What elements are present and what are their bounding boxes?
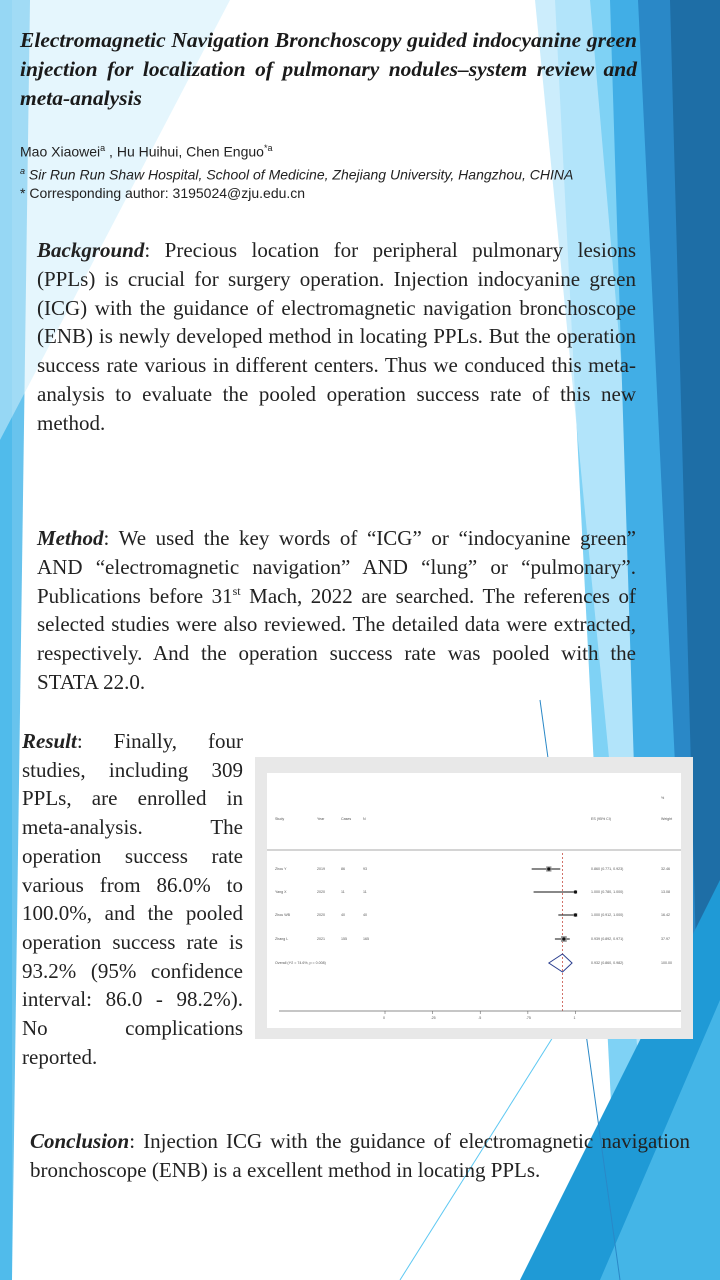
study-ci-text: 1.000 (0.780, 1.000) (591, 890, 624, 894)
header-year: Year (317, 817, 325, 821)
header-weight-percent: % (661, 796, 665, 800)
header-n: N (363, 817, 366, 821)
author-name: Mao Xiaowei (20, 143, 101, 160)
result-heading: Result (22, 729, 77, 753)
study-ci-text: 0.939 (0.892, 0.971) (591, 937, 624, 941)
study-weight: 13.08 (661, 890, 670, 894)
method-text: : We used the key words of “ICG” or “indocyanine green” AND “electromagnetic navigation” AND “lung” or “pulmonary”. Publications before 31 (37, 526, 636, 608)
study-label: Yang X (275, 890, 287, 894)
conclusion-text: : Injection ICG with the guidance of electromagnetic navigation bronchoscope (ENB) is a excellent method in locating PPLs. (30, 1129, 690, 1182)
background-heading: Background (37, 238, 145, 262)
study-point (562, 937, 565, 940)
overall-weight: 100.00 (661, 961, 672, 965)
header-weight: Weight (661, 817, 673, 821)
study-n: 93 (363, 867, 367, 871)
author-name: , Hu Huihui, Chen Enguo (105, 143, 264, 160)
study-label: Zhou WB (275, 913, 290, 917)
header-study: Study (275, 817, 285, 821)
study-ci-text: 1.000 (0.912, 1.000) (591, 913, 624, 917)
method-heading: Method (37, 526, 104, 550)
x-tick-label: 1 (573, 1016, 576, 1020)
forest-plot (267, 773, 681, 1028)
study-point (574, 890, 577, 893)
study-weight: 37.97 (661, 937, 670, 941)
x-tick-label: .75 (525, 1016, 531, 1020)
study-cases: 40 (341, 913, 345, 917)
author-block (20, 139, 660, 203)
study-cases: 155 (341, 937, 347, 941)
header-cases: Cases (341, 817, 352, 821)
author-names: Mao Xiaowei$^a$ , Hu Huihui, Chen Enguo$^{*a}$ (20, 143, 273, 160)
x-tick-label: .5 (478, 1016, 482, 1020)
study-weight: 32.46 (661, 867, 670, 871)
study-year: 2019 (317, 867, 325, 871)
study-year: 2020 (317, 890, 325, 894)
study-point (574, 913, 577, 916)
overall-label: Overall (I^2 = 74.6%, p = 0.008) (275, 961, 326, 965)
study-year: 2020 (317, 913, 325, 917)
method-section: Method: We used the key words of “ICG” or “indocyanine green” AND “electromagnetic navigation” AND “lung” or “pulmonary”. Publications before 31st Mach, 2022 are searched. The references of selected studies were also reviewed. The detailed data were extracted, respectively. And the operation success rate was pooled with the STATA 22.0. (37, 526, 636, 694)
poster-title: Electromagnetic Navigation Bronchoscopy guided indocyanine green injection for localization of pulmonary nodules–system review and meta-analysis (20, 28, 637, 110)
header-es: ES (95% CI) (591, 817, 611, 821)
study-point (547, 867, 550, 870)
study-cases: 86 (341, 867, 345, 871)
background-section (37, 236, 636, 438)
study-label: Zhang L (275, 937, 289, 941)
result-section (22, 727, 243, 1071)
study-n: 165 (363, 937, 369, 941)
corresponding-author: * Corresponding author: 3195024@zju.edu.cn (20, 185, 306, 202)
study-label: Zhou Y (275, 867, 287, 871)
forest-plot-canvas (267, 773, 681, 1028)
overall-ci-text: 0.932 (0.860, 0.982) (591, 961, 624, 965)
study-n: 11 (363, 890, 367, 894)
x-tick-label: 0 (383, 1016, 385, 1020)
background-text: : Precious location for peripheral pulmonary lesions (PPLs) is crucial for surgery operation. Injection indocyanine green (ICG) with the guidance of electromagnetic navigation bronchoscope (ENB) is newly developed method in locating PPLs. But the operation success rate various in different centers. Thus we conduced this meta-analysis to evaluate the pooled operation success rate of this new method. (37, 238, 636, 435)
study-cases: 11 (341, 890, 345, 894)
study-n: 40 (363, 913, 367, 917)
overall-diamond (549, 954, 572, 972)
study-weight: 16.42 (661, 913, 670, 917)
conclusion-section (30, 1127, 690, 1185)
result-text: : Finally, four studies, including 309 PPLs, are enrolled in meta-analysis. The operation success rate various from 86.0% to 100.0%, and the pooled operation success rate is 93.2% (95% confidence interval: 86.0 - 98.2%). No complications reported. (22, 729, 243, 1069)
affiliation: $^a$ Sir Run Run Shaw Hospital, School of Medicine, Zhejiang University, Hangzhou, CHINA (20, 165, 574, 183)
conclusion-heading: Conclusion (30, 1129, 130, 1153)
method-text-2: Mach, 2022 are searched. The references of selected studies were also reviewed. The detailed data were extracted, respectively. And the operation success rate was pooled with the STATA 22.0. (37, 583, 636, 694)
x-tick-label: .25 (430, 1016, 436, 1020)
study-ci-text: 0.860 (0.771, 0.923) (591, 867, 624, 871)
study-year: 2021 (317, 937, 325, 941)
forest-plot-figure (255, 757, 693, 1039)
